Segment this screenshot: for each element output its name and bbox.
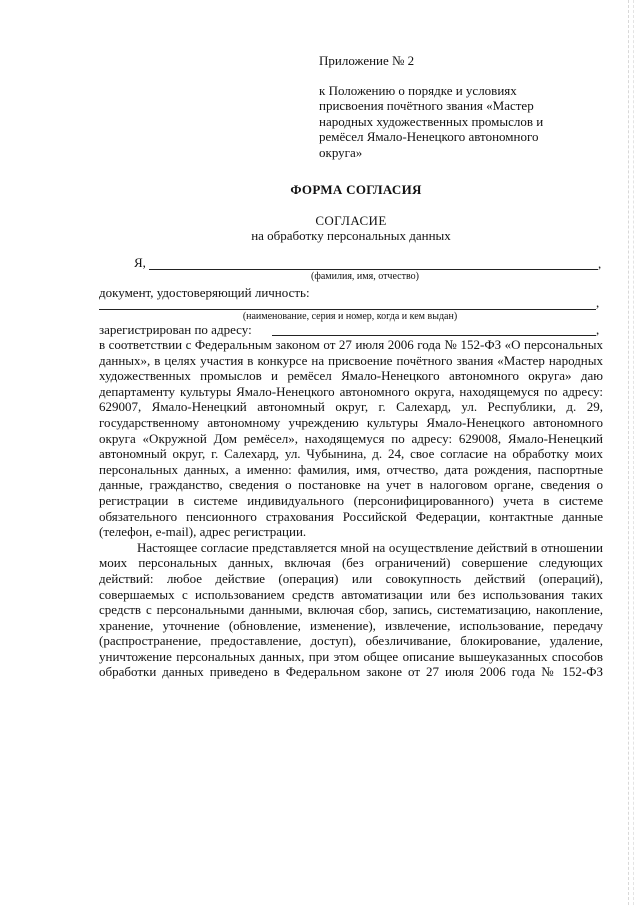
appendix-line: ремёсел Ямало-Ненецкого автономного [319, 129, 539, 144]
address-input-line[interactable] [272, 335, 596, 336]
address-comma: , [596, 322, 600, 337]
form-title: ФОРМА СОГЛАСИЯ [290, 182, 422, 197]
appendix-block [319, 53, 604, 160]
name-comma: , [598, 256, 602, 271]
appendix-line: народных художественных промыслов и [319, 113, 544, 129]
document-label: документ, удостоверяющий личность: [99, 285, 310, 300]
document-comma: , [596, 295, 600, 310]
consent-title-block [0, 213, 640, 243]
consent-subheading: на обработку персональных данных [251, 228, 451, 243]
appendix-line: к Положению о порядке и условиях [319, 82, 517, 98]
body-paragraph: Настоящее согласие представляется мной на осуществление действий в отношении моих персональных данных, включая (без ограничений) совершение следующих действий: любое действие (операция) или совокупность действий (операций), совершаемых с использованием средств автоматизации или без использования таких средств с персональными данными, включая сбор, запись, систематизацию, накопление, хранение, уточнение (обновление, изменение), извлечение, использование, передачу (распространение, предоставление, доступ), обезличивание, блокирование, удаление, уничтожение персональных данных, при этом общее описание вышеуказанных способов обработки данных приведено в Федеральном законе от 27 июля 2006 года № 152-ФЗ [99, 539, 603, 680]
name-caption: (фамилия, имя, отчество) [311, 271, 419, 282]
appendix-line: присвоения почётного звания «Мастер [319, 98, 534, 113]
body-paragraph: в соответствии с Федеральным законом от 27 июля 2006 года № 152-ФЗ «О персональных данных», в целях участия в конкурсе на присвоение почётного звания «Мастер народных художественных промыслов и ремёсел Ямало-Ненецкого автономного округа» даю департаменту культуры Ямало-Ненецкого автономного округа, находящемуся по адресу: 629007, Ямало-Ненецкий автономный округ, г. Салехард, ул. Республики, д. 29, государственному автономному учреждению культуры Ямало-Ненецкого автономного округа «Окружной Дом ремёсел», находящемуся по адресу: 629008, Ямало-Ненецкий автономный округ, г. Салехард, ул. Чубынина, д. 24, свое согласие на обработку моих персональных данных, а именно: фамилия, имя, отчество, дата рождения, паспортные данные, гражданство, сведения о постановке на учет в налоговом органе, сведения о регистрации в системе индивидуального (персонифицированного) учета в системе обязательного пенсионного страхования Российской Федерации, контактные данные (телефон, e-mail), адрес регистрации. [99, 337, 603, 540]
name-input-line[interactable] [149, 269, 598, 270]
scan-edge-line [628, 0, 631, 905]
address-label: зарегистрирован по адресу: [99, 322, 252, 337]
name-prefix: Я, [134, 255, 146, 270]
appendix-line: округа» [319, 144, 363, 160]
scan-edge-line [633, 0, 635, 905]
appendix-number: Приложение № 2 [319, 53, 415, 68]
consent-body [99, 337, 603, 680]
document-caption: (наименование, серия и номер, когда и кем выдан) [242, 311, 458, 322]
consent-heading: СОГЛАСИЕ [315, 213, 387, 228]
document-input-line[interactable] [99, 309, 596, 310]
